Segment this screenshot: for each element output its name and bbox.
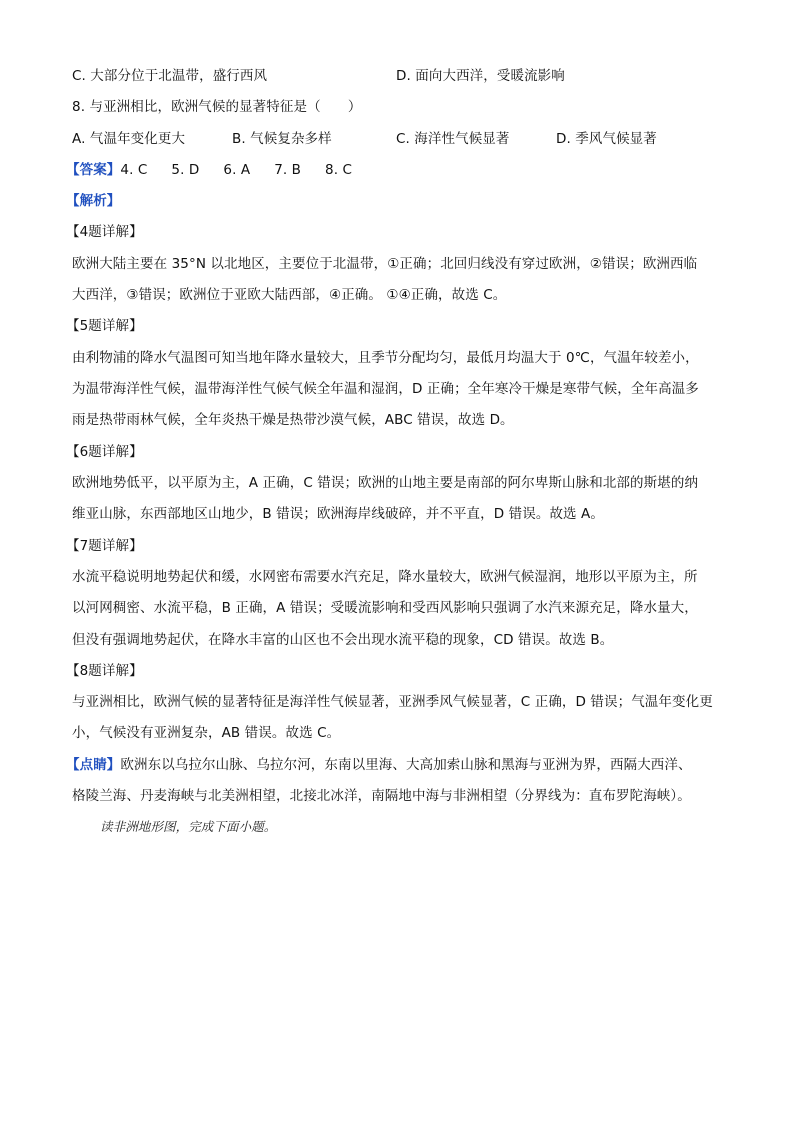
explanation-heading-5: 【5题详解】 — [66, 318, 143, 334]
q7-option-c: C. 大部分位于北温带，盛行西风 — [72, 68, 268, 84]
analysis-label: 【解析】 — [66, 193, 121, 209]
explanation-5-line-1: 由利物浦的降水气温图可知当地年降水量较大，且季节分配均匀，最低月均温大于 0℃，气温年较差小， — [72, 350, 699, 366]
answer-item: 4. C — [120, 162, 148, 178]
answer-item: 7. B — [274, 162, 302, 178]
q7-option-d: D. 面向大西洋，受暖流影响 — [396, 68, 565, 84]
tip-line-2: 格陵兰海、丹麦海峡与北美洲相望，北接北冰洋，南隔地中海与非洲相望（分界线为：直布罗陀海峡）。 — [72, 788, 691, 804]
answer-label: 【答案】 — [66, 162, 121, 178]
answer-item: 6. A — [223, 162, 251, 178]
answer-item: 5. D — [171, 162, 200, 178]
explanation-6-line-2: 维亚山脉，东西部地区山地少，B 错误；欧洲海岸线破碎，并不平直，D 错误。故选 A。 — [72, 506, 604, 522]
tip-line-1 — [66, 755, 726, 775]
explanation-heading-7: 【7题详解】 — [66, 538, 143, 554]
explanation-7-line-1: 水流平稳说明地势起伏和缓，水网密布需要水汽充足，降水量较大，欧洲气候湿润，地形以平原为主，所 — [72, 569, 698, 585]
explanation-6-line-1: 欧洲地势低平，以平原为主，A 正确，C 错误；欧洲的山地主要是南部的阿尔卑斯山脉和北部的斯堪的纳 — [72, 475, 699, 491]
explanation-heading-6: 【6题详解】 — [66, 444, 143, 460]
next-instruction: 读非洲地形图，完成下面小题。 — [100, 819, 277, 834]
answer-item: 8. C — [325, 162, 353, 178]
q8-option-b: B. 气候复杂多样 — [232, 131, 332, 147]
explanation-8-line-1: 与亚洲相比，欧洲气候的显著特征是海洋性气候显著，亚洲季风气候显著，C 正确，D 错误；气温年变化更 — [72, 694, 713, 710]
explanation-heading-4: 【4题详解】 — [66, 224, 143, 240]
q8-options-row — [72, 129, 732, 149]
q8-option-c: C. 海洋性气候显著 — [396, 131, 510, 147]
explanation-7-line-3: 但没有强调地势起伏，在降水丰富的山区也不会出现水流平稳的现象，CD 错误。故选 B。 — [72, 632, 614, 648]
explanation-5-line-2: 为温带海洋性气候，温带海洋性气候气候全年温和湿润，D 正确；全年寒冷干燥是寒带气候，全年高温多 — [72, 381, 699, 397]
explanation-7-line-2: 以河网稠密、水流平稳，B 正确，A 错误；受暖流影响和受西风影响只强调了水汽来源充足，降水量大， — [72, 600, 698, 616]
explanation-4-line-1: 欧洲大陆主要在 35°N 以北地区，主要位于北温带，①正确；北回归线没有穿过欧洲，②错误；欧洲西临 — [72, 256, 698, 272]
explanation-4-line-2: 大西洋，③错误；欧洲位于亚欧大陆西部，④正确。 ①④正确，故选 C。 — [72, 287, 507, 303]
tip-text-1: 欧洲东以乌拉尔山脉、乌拉尔河，东南以里海、大高加索山脉和黑海与亚洲为界，西隔大西洋、 — [120, 757, 692, 773]
explanation-heading-8: 【8题详解】 — [66, 663, 143, 679]
q7-options-row — [72, 66, 732, 86]
tip-label: 【点睛】 — [66, 757, 121, 773]
q8-option-d: D. 季风气候显著 — [556, 131, 657, 147]
q8-option-a: A. 气温年变化更大 — [72, 131, 186, 147]
q8-stem: 8. 与亚洲相比，欧洲气候的显著特征是（ ） — [72, 99, 362, 115]
answer-line — [66, 160, 726, 180]
explanation-5-line-3: 雨是热带雨林气候，全年炎热干燥是热带沙漠气候，ABC 错误，故选 D。 — [72, 412, 514, 428]
explanation-8-line-2: 小，气候没有亚洲复杂，AB 错误。故选 C。 — [72, 725, 341, 741]
